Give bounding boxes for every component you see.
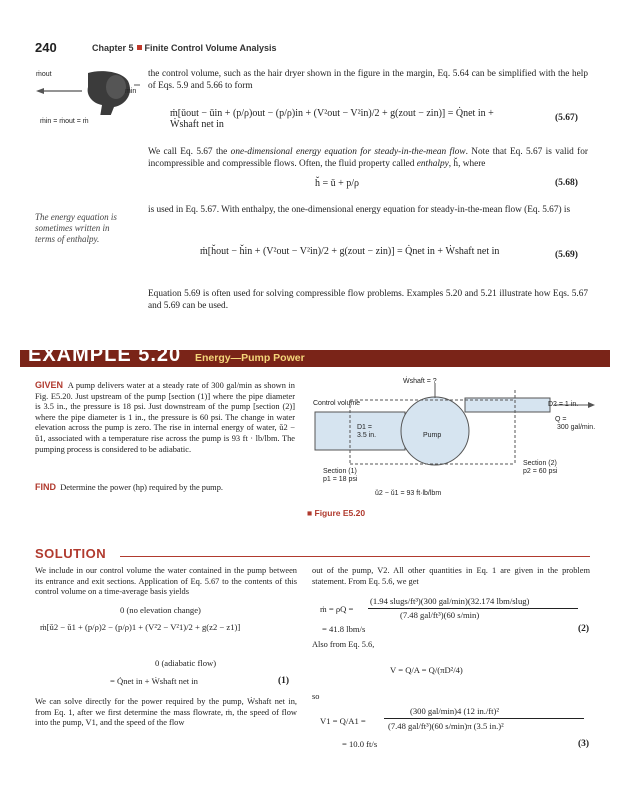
d1-value: 3.5 in. xyxy=(357,432,377,439)
page-number: 240 xyxy=(35,40,57,55)
so-text: so xyxy=(312,692,320,701)
square-bullet-icon xyxy=(137,45,142,50)
equation-5-67: ṁ[ǔout − ǔin + (p/ρ)out − (p/ρ)in + (V²out − V²in)/2 + g(zout − zin)] = Q̇net in + Ẇshaft net in xyxy=(170,108,494,130)
mdot-numerator: (1.94 slugs/ft³)(300 gal/min)(32.174 lbm/slug) xyxy=(370,596,530,606)
solution-right-paragraph-1: out of the pump, V2. All other quantities in Eq. 1 are given in the problem statement. From Eq. 5.6, we get xyxy=(312,566,590,586)
intro-paragraph-1: the control volume, such as the hair dryer shown in the figure in the margin, Eq. 5.64 can be simplified with the help of Eqs. 5.9 and 5.66 to form xyxy=(148,69,588,92)
given-section: GIVEN A pump delivers water at a steady rate of 300 gal/min as shown in Fig. E5.20. Just upstream of the pump [section (1)] where the pipe diameter is 3.5 in., the pressure is 18 psi. Just downstream of the pump [section (2)] where the pipe diameter is 1 in., the pressure is 60 psi. The change in water elevation across the pump is zero. The rise in internal energy of water, ǔ2 − ǔ1, associated with a temperature rise across the pump is 93 ft · lb/lbm. The pumping process is considered to be adiabatic. xyxy=(35,380,295,454)
hair-dryer-figure xyxy=(30,65,140,115)
q-label: Q = xyxy=(555,416,567,423)
equation-5-69-number: (5.69) xyxy=(555,250,578,260)
control-volume-label: Control volume xyxy=(313,400,361,407)
solution-equation-1-top: ṁ[ǔ2 − ǔ1 + (p/ρ)2 − (p/ρ)1 + (V²2 − V²1)/2 + g(z2 − z1)] xyxy=(40,622,241,632)
example-banner xyxy=(20,344,610,367)
example-title: Energy—Pump Power xyxy=(195,352,305,364)
pump-label: Pump xyxy=(423,432,442,439)
section-1-label: Section (1) xyxy=(323,468,357,475)
adiabatic-note: 0 (adiabatic flow) xyxy=(155,658,217,668)
equation-5-68-number: (5.68) xyxy=(555,178,578,188)
solution-rule xyxy=(120,556,590,557)
mdot-result: = 41.8 lbm/s xyxy=(322,624,366,634)
solution-heading: SOLUTION xyxy=(35,546,107,561)
solution-paragraph-2: We can solve directly for the power required by the pump, Ẇshaft net in, from Eq. 1, after we first determine the mass flowrate, ṁ, the speed of flow into the pump, V1, and the speed of the flow xyxy=(35,697,297,728)
find-section: FIND Determine the power (hp) required by the pump. xyxy=(35,482,223,492)
given-label: GIVEN xyxy=(35,380,64,390)
m-out-label: ṁout xyxy=(36,71,52,78)
intro-paragraph-2: We call Eq. 5.67 the one-dimensional energy equation for steady-in-the-mean flow. Note that Eq. 5.67 is valid for incompressible and compressible flows. Often, the fluid property called enthalpy, ȟ, where xyxy=(148,147,588,170)
pump-diagram xyxy=(305,378,605,508)
v1-result: = 10.0 ft/s xyxy=(342,739,378,749)
wshaft-label: Ẇshaft = ? xyxy=(403,378,437,385)
equation-5-68: ȟ = ǔ + p/ρ xyxy=(315,178,360,189)
d1-label: D1 = xyxy=(357,424,372,431)
mdot-denominator: (7.48 gal/ft³)(60 s/min) xyxy=(400,610,480,620)
fraction-bar xyxy=(368,608,578,609)
equation-2-number: (2) xyxy=(578,624,590,634)
intro-paragraph-4: Equation 5.69 is often used for solving compressible flow problems. Examples 5.20 and 5.21 illustrate how Eqs. 5.67 and 5.69 can be used. xyxy=(148,289,588,312)
m-in-label: ṁin xyxy=(125,88,137,95)
internal-energy-label: ǔ2 − ǔ1 = 93 ft·lb/lbm xyxy=(375,490,442,497)
equation-3-number: (3) xyxy=(578,739,590,749)
solution-paragraph-1: We include in our control volume the water contained in the pump between its entrance and exit sections. Application of Eq. 5.67 to the contents of this control volume on a time-average basis yields xyxy=(35,566,297,597)
margin-note: The energy equation is sometimes written in terms of enthalpy. xyxy=(35,212,117,244)
find-label: FIND xyxy=(35,482,56,492)
p2-label: p2 = 60 psi xyxy=(523,468,558,475)
v1-lhs: V1 = Q/A1 = xyxy=(320,716,366,726)
v1-fraction-bar xyxy=(384,718,584,719)
figure-caption: ■ Figure E5.20 xyxy=(307,508,366,518)
mass-flow-relation: ṁin = ṁout = ṁ xyxy=(40,118,89,125)
no-elevation-note: 0 (no elevation change) xyxy=(120,605,201,615)
running-header: Chapter 5 Finite Control Volume Analysis xyxy=(92,43,277,53)
v1-numerator: (300 gal/min)4 (12 in./ft)² xyxy=(410,706,499,716)
intro-paragraph-3: is used in Eq. 5.67. With enthalpy, the one-dimensional energy equation for steady-in-the-mean flow (Eq. 5.67) is xyxy=(148,205,571,215)
equation-1-number: (1) xyxy=(278,676,290,686)
section-2-label: Section (2) xyxy=(523,460,557,467)
d2-label: D2 = 1 in. xyxy=(548,401,579,408)
q-value: 300 gal/min. xyxy=(557,424,596,431)
equation-5-67-number: (5.67) xyxy=(555,113,578,123)
mdot-lhs: ṁ = ρQ = xyxy=(320,604,354,614)
v1-denominator: (7.48 gal/ft³)(60 s/min)π (3.5 in.)² xyxy=(388,721,504,731)
solution-equation-1-bottom: = Q̇net in + Ẇshaft net in xyxy=(110,676,198,686)
velocity-equation: V = Q/A = Q/(πD²/4) xyxy=(390,665,463,675)
example-label: EXAMPLE 5.20 xyxy=(28,344,182,366)
equation-5-69: ṁ[ȟout − ȟin + (V²out − V²in)/2 + g(zout − zin)] = Q̇net in + Ẇshaft net in xyxy=(200,246,500,257)
figure-e5-20 xyxy=(305,378,605,528)
p1-label: p1 = 18 psi xyxy=(323,476,358,483)
solution-right-paragraph-2: Also from Eq. 5.6, xyxy=(312,640,375,649)
